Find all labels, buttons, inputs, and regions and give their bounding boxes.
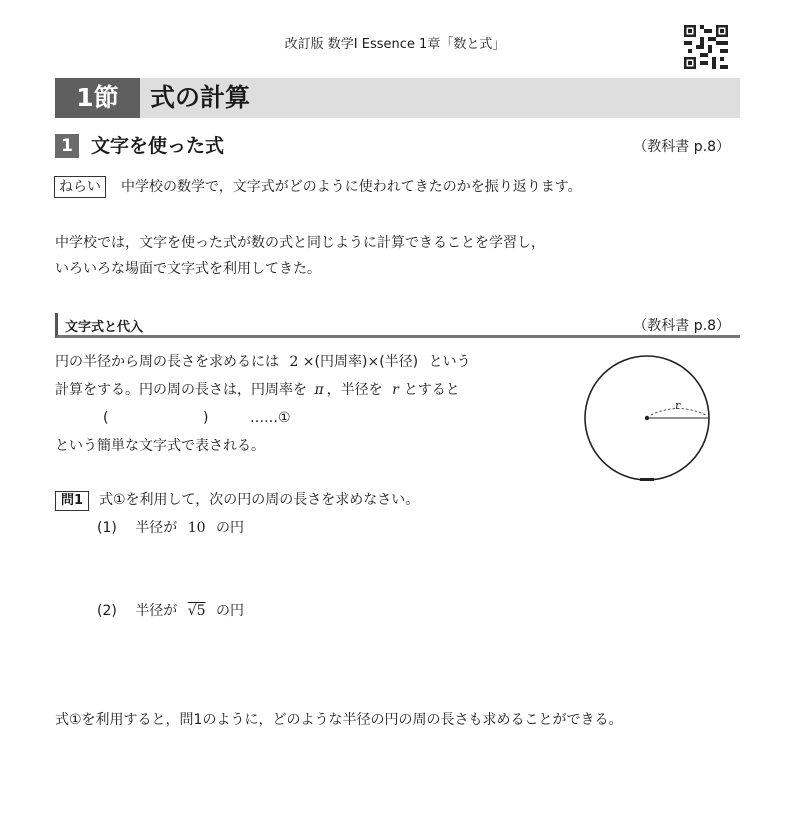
topic-textbook-ref: （教科書 p.8） (633, 318, 730, 334)
conclusion-text: 式①を利用すると，問1のように，どのような半径の円の周の長さも求めることができる。 (55, 712, 623, 728)
subsection-textbook-ref: （教科書 p.8） (633, 139, 730, 155)
section-number: 1節 (55, 78, 140, 118)
body-line-1: 円の半径から周の長さを求めるには 2 ×(円周率)×(半径) という (55, 354, 471, 370)
circle-figure (584, 354, 714, 486)
subsection-title: 文字を使った式 (91, 135, 225, 157)
question-item: (1) 半径が 10 の円 (97, 520, 245, 536)
intro-line: 中学校では，文字を使った式が数の式と同じように計算できることを学習し， (55, 235, 545, 251)
page-header-title: 改訂版 数学Ⅰ Essence 1章「数と式」 (284, 37, 506, 52)
body-line-4: という簡単な文字式で表される。 (55, 438, 265, 454)
body-line-2: 計算をする。円の周の長さは，円周率を π ，半径を r とすると (55, 382, 460, 398)
qr-code-icon[interactable] (684, 25, 728, 69)
question-item: (2) 半径が √5 の円 (97, 603, 245, 619)
section-title: 式の計算 (150, 83, 251, 112)
aim-text: 中学校の数学で，文字式がどのように使われてきたのかを振り返ります。 (121, 179, 582, 195)
equation-marker: ……① (250, 410, 291, 426)
formula-blank-open: ( (103, 410, 109, 426)
intro-line: いろいろな場面で文字式を利用してきた。 (55, 261, 321, 277)
formula-blank-close: ) (203, 410, 209, 426)
question-prompt: 式①を利用して，次の円の周の長さを求めなさい。 (99, 492, 420, 508)
aim-label: ねらい (54, 176, 106, 198)
intro-paragraph (55, 230, 545, 282)
topic-title: 文字式と代入 (65, 320, 144, 335)
subsection-number: 1 (55, 134, 79, 158)
radius-label: r (675, 399, 681, 412)
item-number: (1) (97, 520, 117, 536)
item-number: (2) (97, 603, 117, 619)
question-label: 問1 (55, 491, 89, 511)
